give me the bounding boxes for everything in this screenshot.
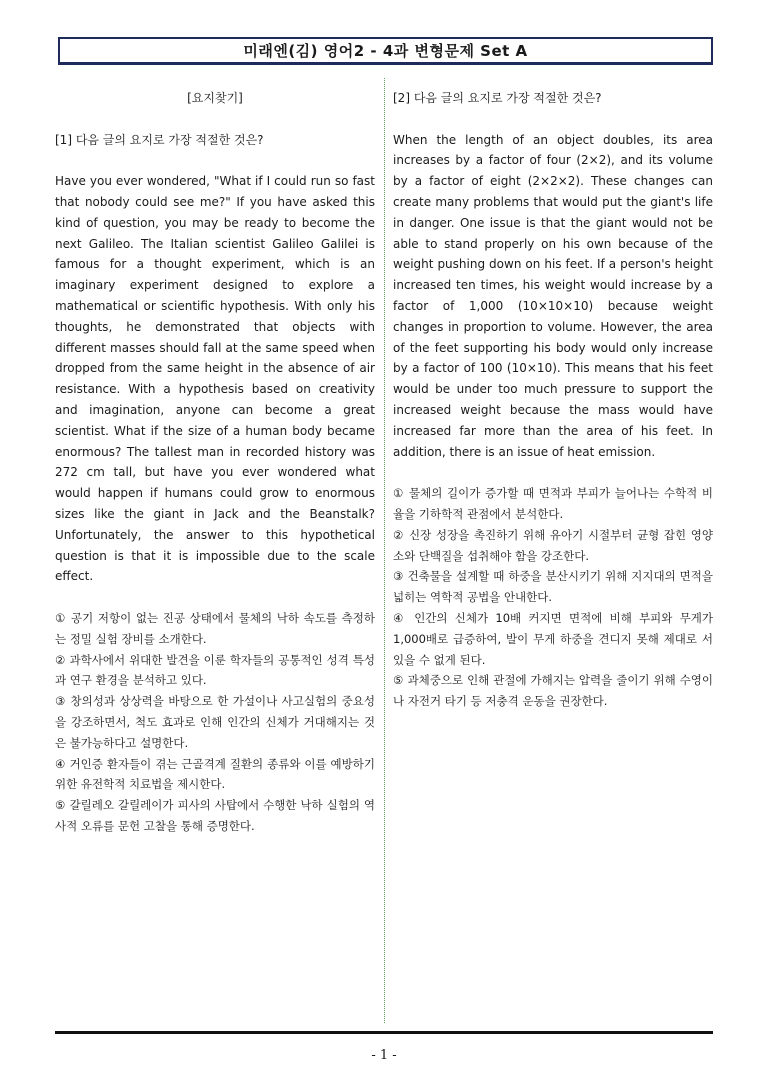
question-2-passage: When the length of an object doubles, its area increases by a factor of four (2×2), and its volume by a factor of eight (2×2×2). These changes can create many problems that would put the giant's life in danger. One issue is that the giant would not be able to stand properly on his own because of the weight pushing down on his feet. If a person's height increased ten times, his weight would increase by a factor of 1,000 (10×10×10) because weight changes in proportion to volume. However, the area of the feet supporting his body would only increase by a factor of 100 (10×10). This means that his feet would be under too much pressure to support the increased weight because the mass would have increased far more than the area of his feet. In addition, there is an issue of heat emission. <box>393 132 713 459</box>
column-divider <box>384 78 385 1023</box>
option-3: ③ 창의성과 상상력을 바탕으로 한 가설이나 사고실험의 중요성을 강조하면서, 척도 효과로 인해 인간의 신체가 거대해지는 것은 불가능하다고 설명한다. <box>55 694 375 750</box>
option-5: ⑤ 과체중으로 인해 관절에 가해지는 압력을 줄이기 위해 수영이나 자전거 타기 등 저충격 운동을 권장한다. <box>393 673 713 709</box>
right-column <box>393 88 713 712</box>
option-3: ③ 건축물을 설계할 때 하중을 분산시키기 위해 지지대의 면적을 넓히는 역학적 공법을 안내한다. <box>393 569 713 605</box>
page-title: 미래엔(김) 영어2 - 4과 변형문제 Set A <box>58 37 713 65</box>
left-column <box>55 88 375 837</box>
question-1-passage: Have you ever wondered, "What if I could run so fast that nobody could see me?" If you have asked this kind of question, you may be ready to become the next Galileo. The Italian scientist Galileo Galilei is famous for a thought experiment, which is an imaginary experiment designed to explore a mathematical or scientific hypothesis. With only his thoughts, he demonstrated that objects with different masses should fall at the same speed when dropped from the same height in the absence of air resistance. With a hypothesis based on creativity and imagination, anyone can become a great scientist. What if the size of a human body became enormous? The tallest man in recorded history was 272 cm tall, but have you ever wondered what would happen if humans could grow to enormous sizes like the giant in Jack and the Beanstalk? Unfortunately, the answer to this hypothetical question is that it is impossible due to the scale effect. <box>55 174 375 584</box>
section-label: [요지찾기] <box>187 91 243 105</box>
question-1-options <box>55 608 375 837</box>
option-5: ⑤ 갈릴레오 갈릴레이가 피사의 사탑에서 수행한 낙하 실험의 역사적 오류를 문헌 고찰을 통해 증명한다. <box>55 798 375 833</box>
option-4: ④ 거인증 환자들이 겪는 근골격계 질환의 종류와 이를 예방하기 위한 유전학적 치료법을 제시한다. <box>55 756 375 792</box>
question-2-options <box>393 483 713 712</box>
option-2: ② 신장 성장을 촉진하기 위해 유아기 시절부터 균형 잡힌 영양소와 단백질을 섭취해야 함을 강조한다. <box>393 527 713 563</box>
option-1: ① 공기 저항이 없는 진공 상태에서 물체의 낙하 속도를 측정하는 정밀 실험 장비를 소개한다. <box>55 610 375 646</box>
footer-rule <box>55 1031 713 1034</box>
option-4: ④ 인간의 신체가 10배 커지면 면적에 비해 부피와 무게가 1,000배로 급증하여, 발이 무게 하중을 견디지 못해 제대로 서 있을 수 없게 된다. <box>393 610 713 667</box>
option-1: ① 물체의 길이가 증가할 때 면적과 부피가 늘어나는 수학적 비율을 기하학적 관점에서 분석한다. <box>393 486 713 521</box>
option-2: ② 과학사에서 위대한 발견을 이룬 학자들의 공통적인 성격 특성과 연구 환경을 분석하고 있다. <box>55 652 375 688</box>
question-2-prompt: [2] 다음 글의 요지로 가장 적절한 것은? <box>393 91 602 105</box>
page-number: - 1 - <box>371 1048 397 1063</box>
question-1-prompt: [1] 다음 글의 요지로 가장 적절한 것은? <box>55 132 264 147</box>
